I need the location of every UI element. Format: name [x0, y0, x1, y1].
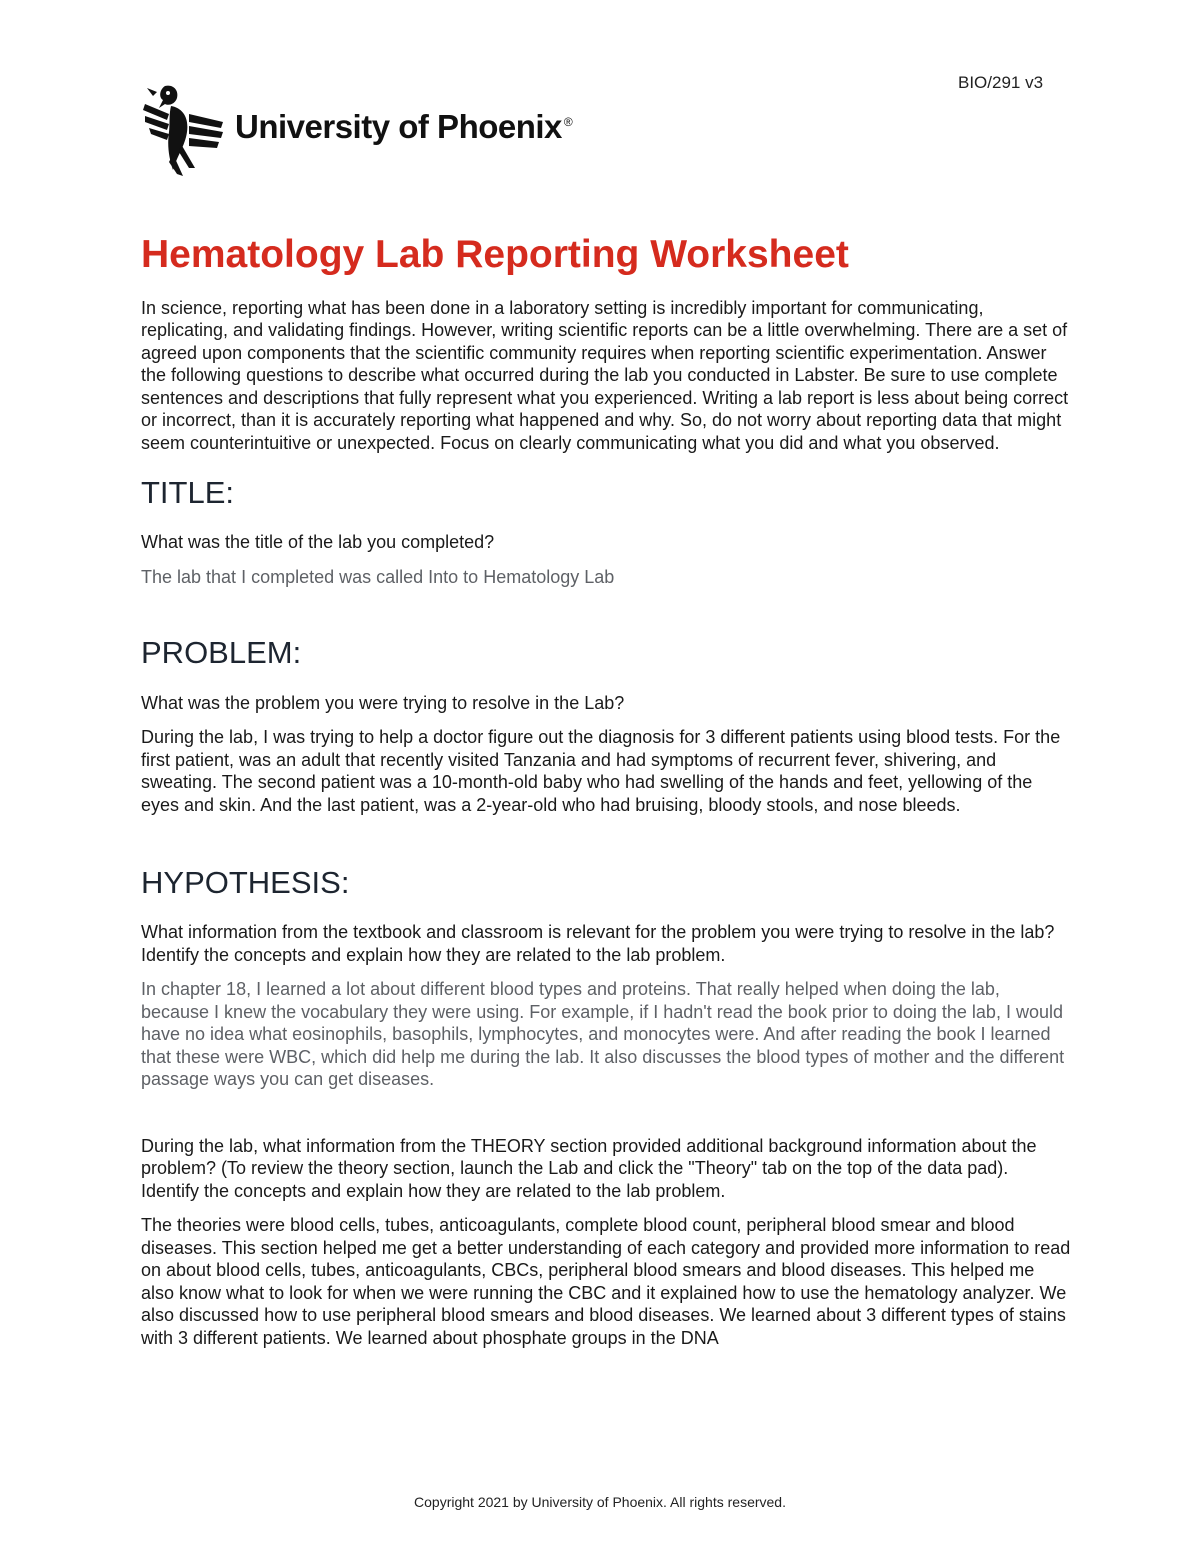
problem-question: What was the problem you were trying to resolve in the Lab? [141, 692, 625, 713]
title-section [141, 474, 1071, 588]
hypothesis-answer-theory: The theories were blood cells, tubes, anticoagulants, complete blood count, peripheral blood smear and blood diseases. This section helped me get a better understanding of each category and provided more information to read on about blood cells, tubes, anticoagulants, CBCs, peripheral blood smears and blood diseases. This helped me also know what to look for when we were running the CBC and it explained how to use the hematology analyzer. We also discussed how to use peripheral blood smears and blood diseases. We learned about 3 different types of stains with 3 different patients. We learned about phosphate groups in the DNA [141, 1215, 1071, 1348]
hypothesis-question-textbook: What information from the textbook and classroom is relevant for the problem you were trying to resolve in the lab? Identify the concepts and explain how they are related to the lab problem. [141, 922, 1055, 965]
intro-paragraph: In science, reporting what has been done in a laboratory setting is incredibly important for communicating, replicating, and validating findings. However, writing scientific reports can be a little overwhelming. There are a set of agreed upon components that the scientific community requires when reporting scientific experimentation. Answer the following questions to describe what occurred during the lab you conducted in Labster. Be sure to use complete sentences and descriptions that fully represent what you experienced. Writing a lab report is less about being correct or incorrect, than it is accurately reporting what happened and why. So, do not worry about reporting data that might seem counterintuitive or unexpected. Focus on clearly communicating what you did and what you observed. [141, 297, 1069, 453]
worksheet-body [141, 232, 1071, 1349]
problem-section [141, 634, 1071, 816]
university-logo [143, 84, 572, 176]
registered-mark: ® [563, 115, 573, 129]
hypothesis-section [141, 864, 1071, 1349]
worksheet-title: Hematology Lab Reporting Worksheet [141, 233, 849, 276]
problem-answer: During the lab, I was trying to help a doctor figure out the diagnosis for 3 different patients using blood tests. For the first patient, was an adult that recently visited Tanzania and had symptoms of recurrent fever, shivering, and sweating. The second patient was a 10-month-old baby who had swelling of the hands and feet, yellowing of the eyes and skin. And the last patient, was a 2-year-old who had bruising, bloody stools, and nose bleeds. [141, 727, 1061, 815]
course-code: BIO/291 v3 [958, 73, 1044, 92]
copyright-footer: Copyright 2021 by University of Phoenix. All rights reserved. [414, 1494, 786, 1510]
title-answer: The lab that I completed was called Into to Hematology Lab [141, 566, 615, 587]
section-heading-hypothesis: HYPOTHESIS: [141, 865, 350, 901]
title-question: What was the title of the lab you completed? [141, 532, 495, 553]
university-name: University of Phoenix ® [235, 108, 573, 145]
section-heading-problem: PROBLEM: [141, 635, 302, 671]
hypothesis-question-theory: During the lab, what information from the THEORY section provided additional background information about the problem? (To review the theory section, launch the Lab and click the "Theory" tab on the top of the data pad). Identify the concepts and explain how they are related to the lab problem. [141, 1135, 1037, 1201]
section-heading-title: TITLE: [141, 475, 235, 511]
hypothesis-answer-textbook: In chapter 18, I learned a lot about different blood types and proteins. That really helped when doing the lab, because I knew the vocabulary they were using. For example, if I hadn't read the book prior to doing the lab, I would have no idea what eosinophils, basophils, lymphocytes, and monocytes were. And after reading the book I learned that these were WBC, which did help me during the lab. It also discusses the blood types of mother and the different passage ways you can get diseases. [141, 979, 1065, 1090]
phoenix-bird-icon [143, 84, 225, 176]
